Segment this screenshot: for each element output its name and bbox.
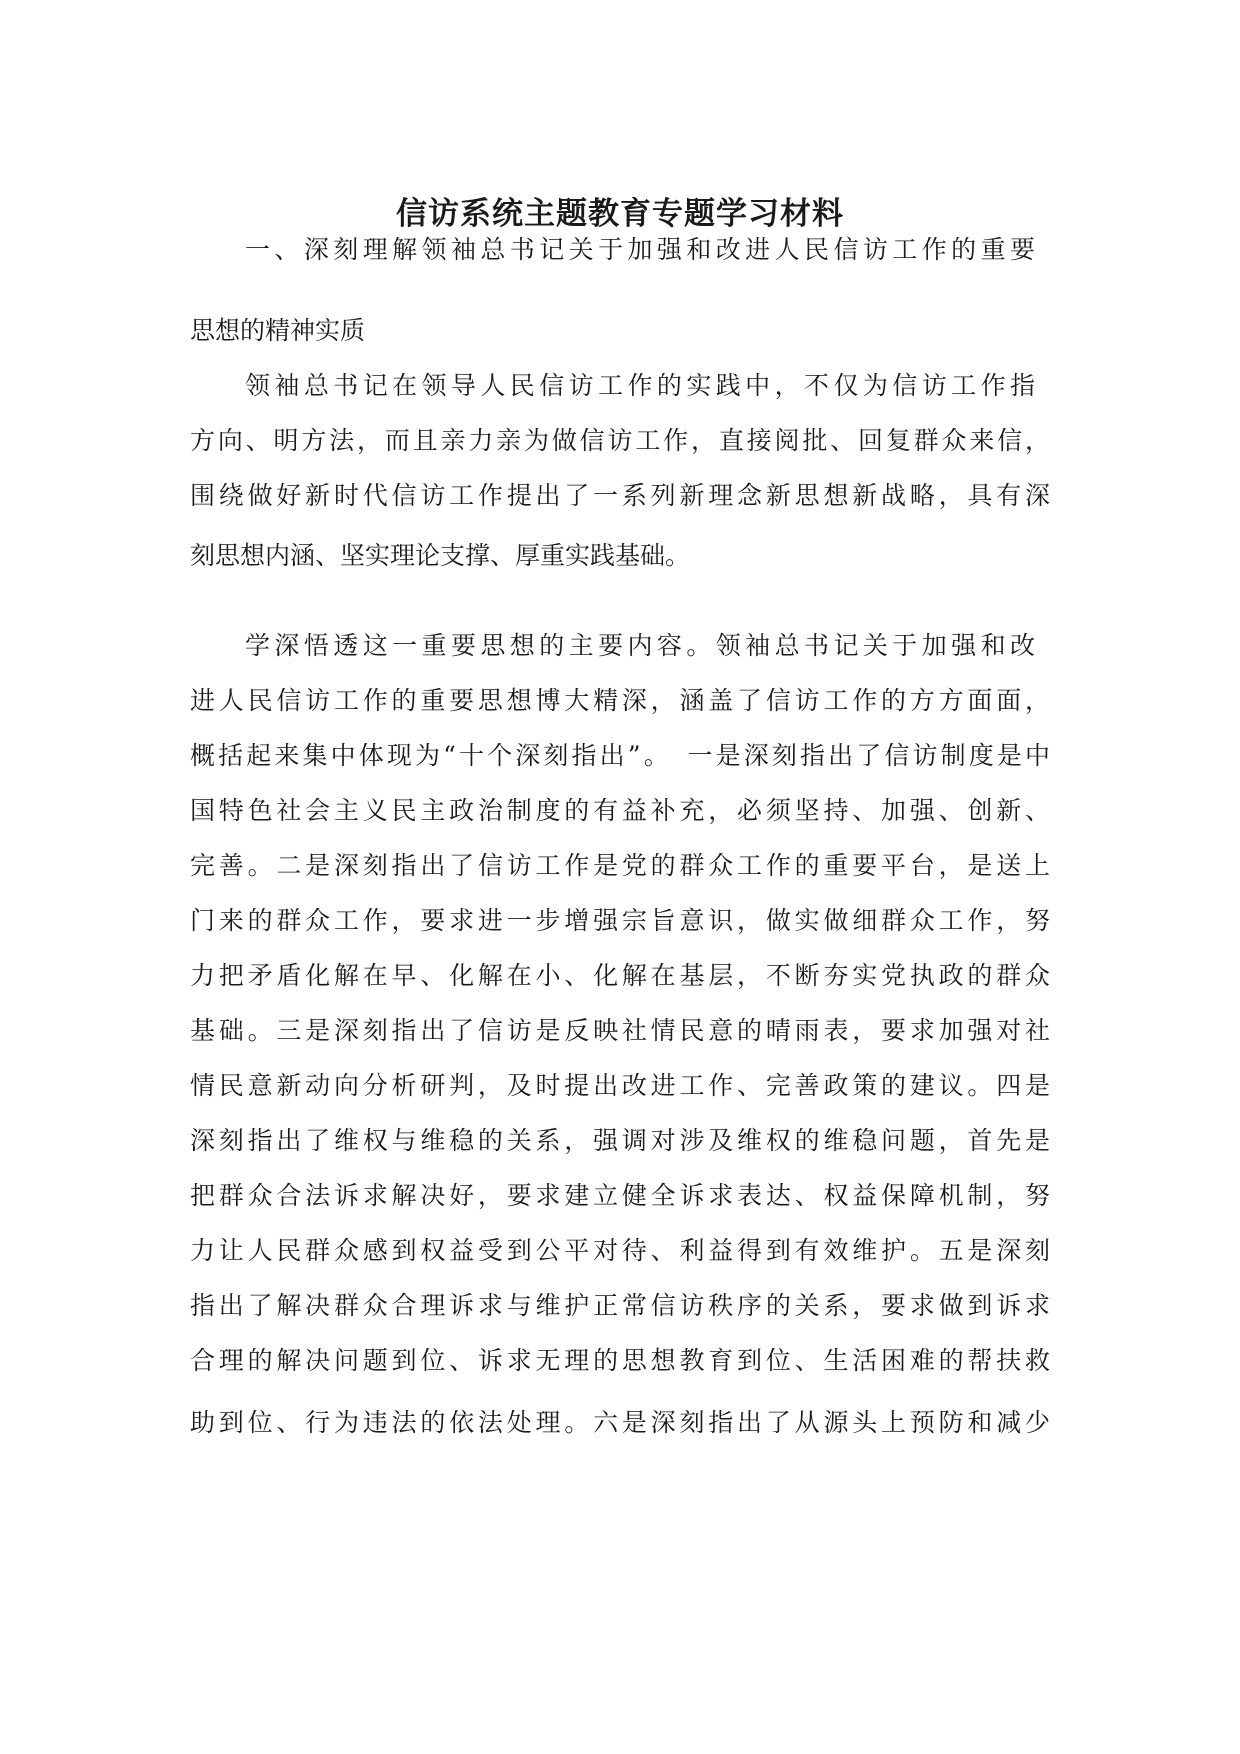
paragraph-line: 刻思想内涵、坚实理论支撑、厚重实践基础。 — [190, 541, 691, 570]
paragraph-line: 指出了解决群众合理诉求与维护正常信访秩序的关系，要求做到诉求 — [190, 1291, 1050, 1320]
paragraph-line: 方向、明方法，而且亲力亲为做信访工作，直接阅批、回复群众来信， — [190, 426, 1050, 455]
paragraph-line: 领袖总书记在领导人民信访工作的实践中，不仅为信访工作指 — [245, 371, 1035, 400]
section-heading-line: 一、深刻理解领袖总书记关于加强和改进人民信访工作的重要 — [245, 235, 1035, 264]
paragraph-line: 力让人民群众感到权益受到公平对待、利益得到有效维护。五是深刻 — [190, 1236, 1050, 1265]
paragraph-line: 门来的群众工作，要求进一步增强宗旨意识，做实做细群众工作，努 — [190, 906, 1050, 935]
paragraph-line: 力把矛盾化解在早、化解在小、化解在基层，不断夯实党执政的群众 — [190, 961, 1050, 990]
paragraph-line: 基础。三是深刻指出了信访是反映社情民意的晴雨表，要求加强对社 — [190, 1016, 1050, 1045]
paragraph-line: 把群众合法诉求解决好，要求建立健全诉求表达、权益保障机制，努 — [190, 1181, 1050, 1210]
paragraph-line: 合理的解决问题到位、诉求无理的思想教育到位、生活困难的帮扶救 — [190, 1346, 1050, 1375]
section-heading-line: 思想的精神实质 — [190, 316, 366, 345]
paragraph-line: 情民意新动向分析研判，及时提出改进工作、完善政策的建议。四是 — [190, 1071, 1050, 1100]
paragraph-line: 概括起来集中体现为“十个深刻指出”。 一是深刻指出了信访制度是中 — [190, 741, 1050, 770]
document-title: 信访系统主题教育专题学习材料 — [396, 196, 844, 232]
paragraph-line: 深刻指出了维权与维稳的关系，强调对涉及维权的维稳问题，首先是 — [190, 1126, 1050, 1155]
paragraph-line: 学深悟透这一重要思想的主要内容。领袖总书记关于加强和改 — [245, 631, 1035, 660]
paragraph-line: 助到位、行为违法的依法处理。六是深刻指出了从源头上预防和减少 — [190, 1408, 1050, 1437]
paragraph-line: 进人民信访工作的重要思想博大精深，涵盖了信访工作的方方面面， — [190, 686, 1050, 715]
paragraph-line: 国特色社会主义民主政治制度的有益补充，必须坚持、加强、创新、 — [190, 796, 1050, 825]
paragraph-line: 完善。二是深刻指出了信访工作是党的群众工作的重要平台，是送上 — [190, 851, 1050, 880]
paragraph-line: 围绕做好新时代信访工作提出了一系列新理念新思想新战略，具有深 — [190, 481, 1050, 510]
